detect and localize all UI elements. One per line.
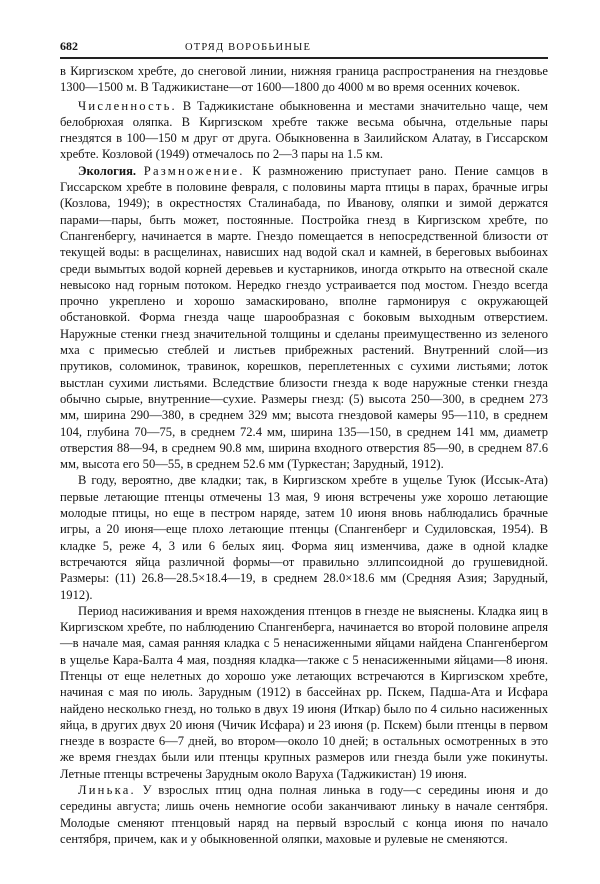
paragraph-abundance [60, 98, 548, 163]
book-page [60, 38, 548, 847]
text-reproduction: К размножению приступает рано. Пение самцов в Гиссарском хребте в половине февраля, с половины марта птицы в парах, брачные игры (Козлова, 1949); в окрестностях Сталинабада, по Иванову, оляпки и зимой держатся парами—пары, быть может, постоянные. Постройка гнезд в Киргизском хребте, по Спангенбергу, начинается в марте. Гнездо помещается в непосредственной близости от текущей воды: в расщелинах, нависших над водой скал и камней, в береговых выбоинах среди вымытых водой корней деревьев и кустарников, иногда открыто на отвесной скале невысоко над горным потоком. Нередко гнездо устраивается под мостом. Гнездо всегда прочно укреплено и хорошо замаскировано, вполне гармонируя с окружающей обстановкой. Форма гнезда чаще шарообразная с боковым выходным отверстием. Наружные стенки гнезд значительной толщины и сделаны преимущественно из зеленого мха с примесью стеблей и листьев прибрежных растений. Внутренний слой—из прутиков, соломинок, травинок, корешков, переплетенных с сухими листьями; лоток выстлан сухими листьями. Вследствие близости гнезда к воде наружные стенки гнезда обычно сырые, внутренние—сухие. Размеры гнезд: (5) высота 250—300, в среднем 273 мм, ширина 290—380, в среднем 329 мм; высота гнездовой камеры 95—110, в среднем 104, глубина 70—75, в среднем 72.4 мм, ширина 135—150, в среднем 141 мм, диаметр отверстия 88—94, в среднем 90.8 мм, ширина входного отверстия 85—90, в среднем 87.6 мм, высота его 50—55, в среднем 52.6 мм (Туркестан; Зарудный, 1912). [60, 163, 548, 472]
heading-reproduction: Размножение. [143, 163, 245, 178]
heading-molt: Линька. [78, 783, 136, 798]
heading-abundance: Численность. [78, 98, 177, 113]
body-text [60, 63, 548, 847]
paragraph-molt [60, 782, 548, 847]
paragraph-incubation: Период насиживания и время нахождения птенцов в гнезде не выяснены. Кладка яиц в Киргизском хребте, по наблюдению Спангенберга, начинается во второй половине апреля—в начале мая, самая ранняя кладка с 5 ненасиженными яйцами найдена Спангенбергом в ущелье Кара-Балта 4 мая, поздняя кладка—также с 5 ненасиженными яйцами—8 июня. Птенцы от еще нелетных до хорошо уже летающих встречаются в Киргизском хребте, начиная с мая по июль. Зарудным (1912) в бассейнах рр. Пскем, Падша-Ата и Исфара найдено несколько гнезд, но только в двух 19 июня (Иткар) было по 4 сильно насиженных яйца, в других двух 20 июня (Чичик Исфара) и 23 июня (р. Пскем) были птенцы в первом гнезде в возрасте 6—7 дней, во втором—около 10 дней; в остальных осмотренных в это же время гнездах были или птенцы крупных размеров или гнезда были уже покинуты. Летные птенцы встречены Зарудным около Варуха (Таджикистан) 19 июня. [60, 603, 548, 781]
text-molt: У взрослых птиц одна полная линька в году—с середины июня и до середины августа; лишь очень немногие особи заканчивают линьку в начале сентября. Молодые сменяют птенцовый наряд на первый взрослый с конца июня по начало сентября, причем, как и у обыкновенной оляпки, маховые и рулевые не сменяются. [60, 783, 548, 846]
text-abundance: В Таджикистане обыкновенна и местами значительно чаще, чем белобрюхая оляпка. В Киргизском хребте также весьма обычна, отдельные пары гнездятся в 100—150 м друг от друга. Обыкновенна в Заилийском Алатау, в Гиссарском хребте. Козловой (1949) отмечалось по 2—3 пары на 1.5 км. [60, 98, 548, 162]
page-number: 682 [60, 39, 78, 53]
heading-ecology: Экология. [78, 163, 137, 178]
paragraph-distribution: в Киргизском хребте, до снеговой линии, нижняя граница распространения на гнездовье 1300—1500 м. В Таджикистане—от 1600—1800 до 4000 м во время осенних кочевок. [60, 64, 548, 95]
paragraph-clutches: В году, вероятно, две кладки; так, в Киргизском хребте в ущелье Туюк (Иссык-Ата) первые летающие птенцы отмечены 13 мая, 9 июня встречены уже хорошо летающие молодые птицы, но еще в пестром наряде, затем 10 июня вновь наблюдались брачные игры, а 20 июня—еще плохо летающие птенцы (Спангенберг и Судиловская, 1954). В кладке 5, реже 4, 3 или 6 белых яиц. Форма яиц изменчива, даже в одной кладке встречаются яйца различной формы—от правильно эллипсоидной до грушевидной. Размеры: (11) 26.8—28.5×18.4—19, в среднем 28.0×18.6 мм (Средняя Азия; Зарудный, 1912). [60, 473, 548, 602]
header-rule [60, 57, 548, 59]
section-title: ОТРЯД ВОРОБЬИНЫЕ [185, 42, 312, 53]
paragraph-ecology [60, 163, 548, 473]
running-head [60, 38, 548, 54]
